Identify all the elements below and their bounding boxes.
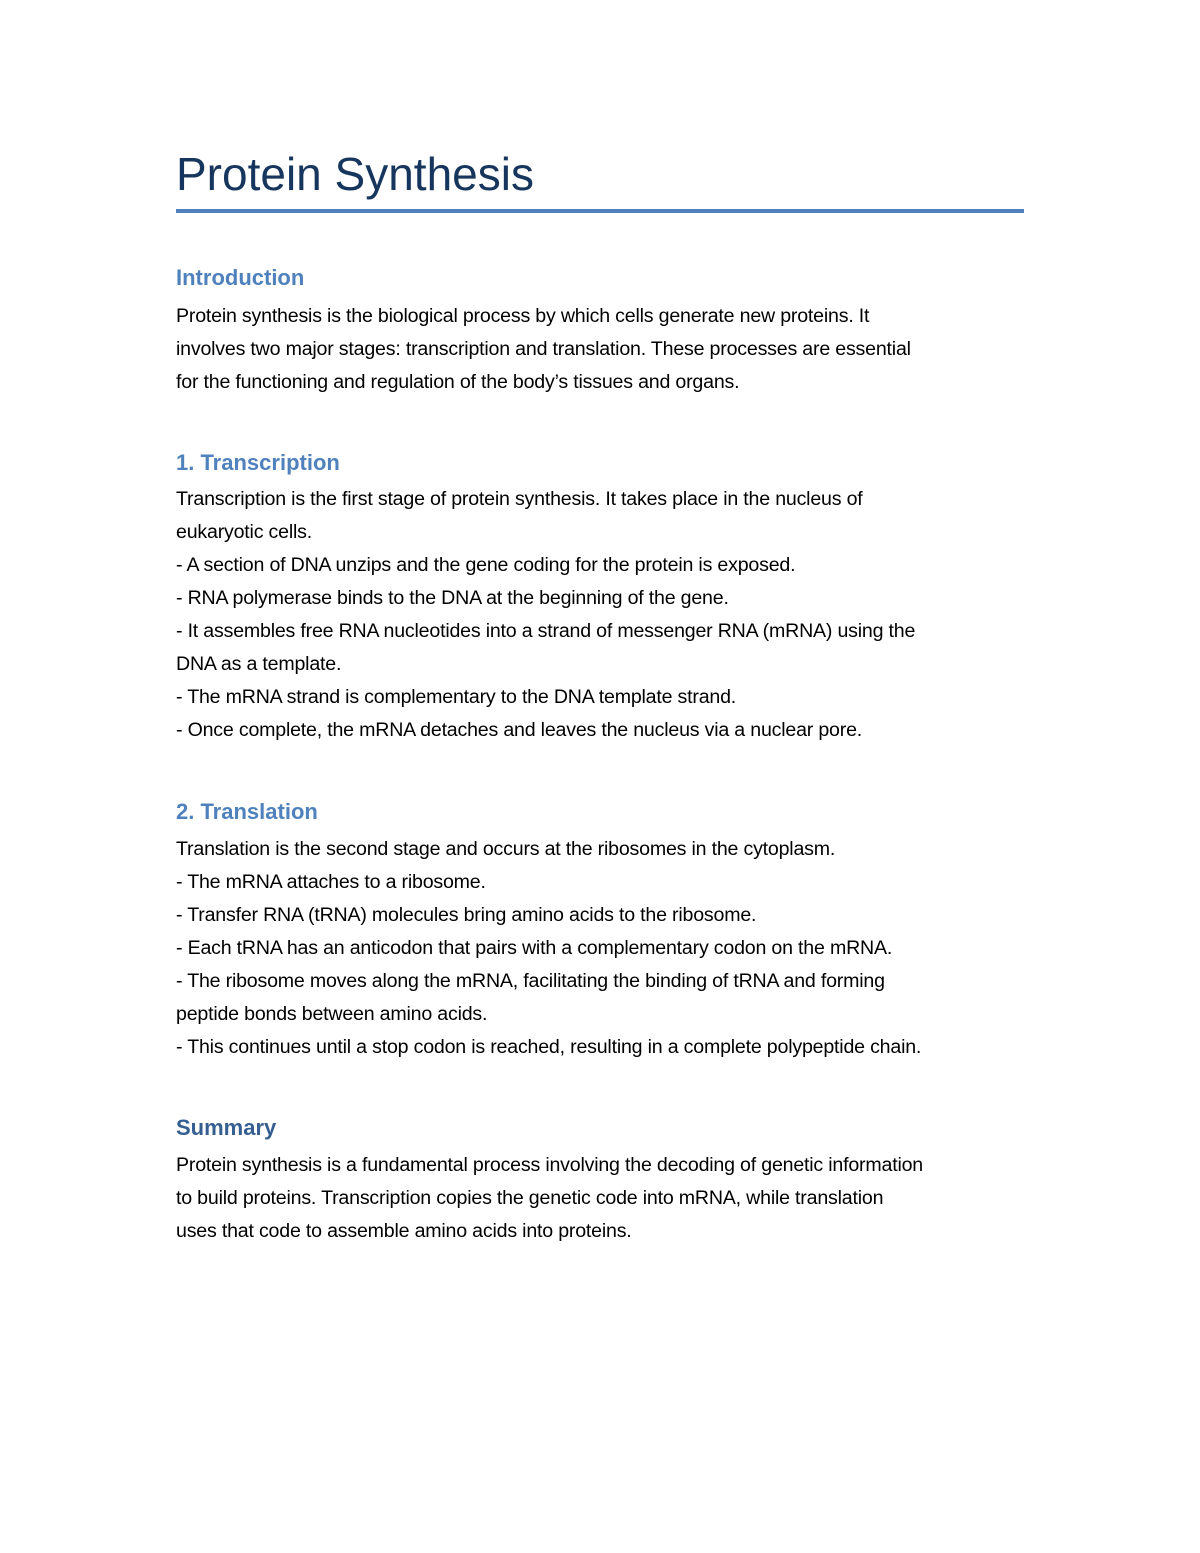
- transcription-body: [176, 483, 1026, 747]
- document-title: Protein Synthesis: [176, 148, 534, 200]
- introduction-line: for the functioning and regulation of the body’s tissues and organs.: [176, 371, 740, 393]
- translation-bullet-continuation: peptide bonds between amino acids.: [176, 1003, 488, 1025]
- transcription-bullet: - The mRNA strand is complementary to the DNA template strand.: [176, 686, 737, 708]
- translation-bullet: - The ribosome moves along the mRNA, facilitating the binding of tRNA and forming: [176, 970, 885, 992]
- introduction-heading: Introduction: [176, 265, 305, 290]
- transcription-bullet-continuation: DNA as a template.: [176, 653, 342, 675]
- translation-bullet: - Each tRNA has an anticodon that pairs with a complementary codon on the mRNA.: [176, 937, 893, 959]
- transcription-section: [176, 448, 1026, 747]
- translation-body: [176, 833, 1026, 1064]
- summary-line: Protein synthesis is a fundamental process involving the decoding of genetic information: [176, 1154, 923, 1176]
- transcription-line: Transcription is the first stage of protein synthesis. It takes place in the nucleus of: [176, 488, 863, 510]
- summary-heading: Summary: [176, 1115, 277, 1140]
- transcription-bullet: - Once complete, the mRNA detaches and leaves the nucleus via a nuclear pore.: [176, 719, 863, 741]
- transcription-bullet: - It assembles free RNA nucleotides into a strand of messenger RNA (mRNA) using the: [176, 620, 916, 642]
- summary-section: [176, 1113, 1026, 1248]
- introduction-section: [176, 263, 1026, 399]
- translation-line: Translation is the second stage and occurs at the ribosomes in the cytoplasm.: [176, 838, 836, 860]
- summary-line: uses that code to assemble amino acids into proteins.: [176, 1220, 632, 1242]
- transcription-line: eukaryotic cells.: [176, 521, 312, 543]
- translation-bullet: - Transfer RNA (tRNA) molecules bring amino acids to the ribosome.: [176, 904, 757, 926]
- translation-heading: 2. Translation: [176, 799, 318, 824]
- summary-body: [176, 1149, 1026, 1248]
- introduction-line: involves two major stages: transcription and translation. These processes are essential: [176, 338, 911, 360]
- transcription-bullet: - RNA polymerase binds to the DNA at the beginning of the gene.: [176, 587, 729, 609]
- translation-bullet: - This continues until a stop codon is reached, resulting in a complete polypeptide chain.: [176, 1036, 922, 1058]
- transcription-bullet: - A section of DNA unzips and the gene coding for the protein is exposed.: [176, 554, 796, 576]
- summary-line: to build proteins. Transcription copies the genetic code into mRNA, while translation: [176, 1187, 884, 1209]
- title-underline-rule: [176, 209, 1024, 213]
- translation-section: [176, 797, 1026, 1064]
- introduction-line: Protein synthesis is the biological process by which cells generate new proteins. It: [176, 305, 870, 327]
- transcription-heading: 1. Transcription: [176, 450, 340, 475]
- introduction-paragraph: [176, 300, 1026, 399]
- translation-bullet: - The mRNA attaches to a ribosome.: [176, 871, 486, 893]
